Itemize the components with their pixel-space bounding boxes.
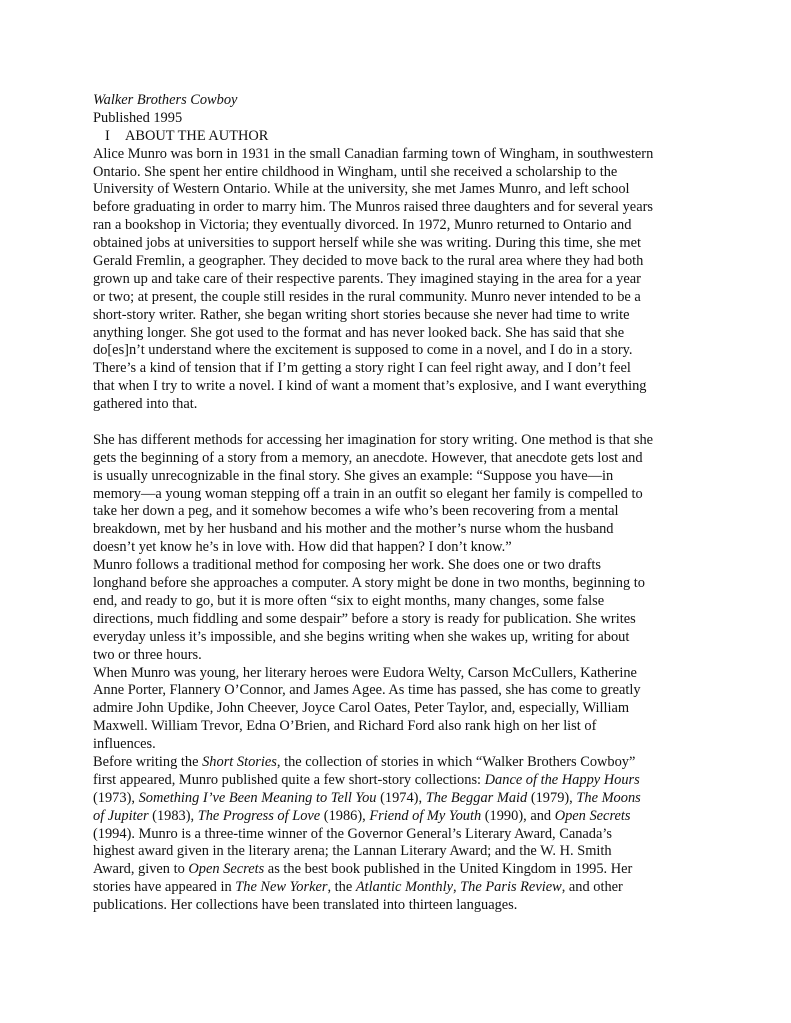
text-run: (1986),: [320, 807, 370, 824]
italic-title: of Jupiter: [93, 807, 149, 824]
text-line: [93, 360, 705, 378]
text-line: [93, 826, 705, 844]
text-run: first appeared, Munro published quite a few short-story collections:: [93, 771, 485, 788]
text-line: [93, 575, 705, 593]
italic-title: Short Stories: [202, 753, 277, 770]
text-run: University of Western Ontario. While at the university, she met James Munro, and left school: [93, 181, 630, 198]
text-line: [93, 665, 705, 683]
italic-title: Open Secrets: [554, 807, 631, 824]
text-run: (1979),: [527, 789, 577, 806]
text-line: [93, 647, 705, 665]
text-run: do[es]n’t understand where the excitement is supposed to come in a novel, and I do in a story.: [93, 342, 633, 359]
text-line: [93, 539, 705, 557]
text-line: [93, 181, 705, 199]
text-run: stories have appeared in: [93, 879, 236, 896]
text-line: [93, 235, 705, 253]
text-line: [93, 736, 705, 754]
text-line: [93, 861, 705, 879]
text-line: [93, 700, 705, 718]
italic-title: Dance of the Happy Hours: [484, 771, 640, 788]
italic-title: The Progress of Love: [197, 807, 321, 824]
text-run: Award, given to: [93, 861, 189, 878]
text-run: Ontario. She spent her entire childhood in Wingham, until she received a scholarship to the: [93, 163, 618, 180]
text-line: [93, 450, 705, 468]
section-number: I: [105, 127, 110, 144]
text-line: [93, 271, 705, 289]
text-line: [93, 432, 705, 450]
text-line: [93, 772, 705, 790]
text-run: (1973),: [93, 789, 139, 806]
italic-title: Something I’ve Been Meaning to Tell You: [138, 789, 377, 806]
text-run: (1990), and: [481, 807, 555, 824]
text-line: [93, 593, 705, 611]
text-line: [93, 790, 705, 808]
text-run: before graduating in order to marry him. The Munros raised three daughters and for several years: [93, 199, 653, 216]
text-run: is usually unrecognizable in the final story. She gives an example: “Suppose you have—in: [93, 467, 614, 484]
text-line: [93, 557, 705, 575]
text-line: [93, 217, 705, 235]
text-line: [93, 897, 705, 915]
text-run: Alice Munro was born in 1931 in the small Canadian farming town of Wingham, in southwestern: [93, 145, 654, 162]
text-run: , and other: [561, 879, 623, 896]
text-run: ran a bookshop in Victoria; they eventually divorced. In 1972, Munro returned to Ontario and: [93, 217, 632, 234]
text-line: [93, 521, 705, 539]
text-run: admire John Updike, John Cheever, Joyce Carol Oates, Peter Taylor, and, especially, William: [93, 700, 630, 717]
text-run: Maxwell. William Trevor, Edna O’Brien, and Richard Ford also rank high on her list of: [93, 718, 597, 735]
text-run: (1994). Munro is a three-time winner of the Governor General’s Literary Award, Canada’s: [93, 825, 612, 842]
italic-title: The Beggar Maid: [425, 789, 528, 806]
text-run: highest award given in the literary arena; the Lannan Literary Award; and the W. H. Smith: [93, 843, 612, 860]
text-line: [93, 307, 705, 325]
italic-title: Friend of My Youth: [369, 807, 482, 824]
text-run: obtained jobs at universities to support herself while she was writing. During this time, she met: [93, 235, 641, 252]
text-run: , the collection of stories in which “Walker Brothers Cowboy”: [276, 753, 636, 770]
text-run: Anne Porter, Flannery O’Connor, and James Agee. As time has passed, she has come to greatly: [93, 682, 641, 699]
text-line: [93, 843, 705, 861]
section-heading: [93, 128, 705, 146]
text-run: two or three hours.: [93, 646, 202, 663]
paragraph-break: [93, 414, 705, 432]
text-line: [93, 199, 705, 217]
text-line: [93, 718, 705, 736]
document-page: [93, 92, 705, 915]
text-run: When Munro was young, her literary heroes were Eudora Welty, Carson McCullers, Katherine: [93, 664, 637, 681]
text-line: [93, 611, 705, 629]
italic-title: The Paris Review: [460, 879, 562, 896]
text-run: or two; at present, the couple still resides in the rural community. Munro never intended to be a: [93, 288, 641, 305]
text-run: everyday unless it’s impossible, and she begins writing when she wakes up, writing for about: [93, 628, 630, 645]
text-run: publications. Her collections have been translated into thirteen languages.: [93, 897, 518, 914]
text-run: longhand before she approaches a computer. A story might be done in two months, beginning to: [93, 575, 645, 592]
text-line: [93, 396, 705, 414]
text-run: Gerald Fremlin, a geographer. They decided to move back to the rural area where they had both: [93, 253, 644, 270]
publication-date: Published 1995: [93, 109, 183, 126]
text-run: doesn’t yet know he’s in love with. How did that happen? I don’t know.”: [93, 539, 512, 556]
text-run: that when I try to write a novel. I kind of want a moment that’s explosive, and I want everything: [93, 378, 647, 395]
text-run: Munro follows a traditional method for composing her work. She does one or two drafts: [93, 557, 601, 574]
text-run: gets the beginning of a story from a memory, an anecdote. However, that anecdote gets lost and: [93, 449, 643, 466]
text-run: directions, much fiddling and some despair” before a story is ready for publication. She writes: [93, 610, 636, 627]
text-line: [93, 629, 705, 647]
text-line: [93, 808, 705, 826]
text-line: [93, 342, 705, 360]
italic-title: The New Yorker: [235, 879, 328, 896]
text-run: (1983),: [148, 807, 198, 824]
text-line: [93, 754, 705, 772]
document-title: Walker Brothers Cowboy: [93, 92, 238, 108]
text-run: end, and ready to go, but it is more often “six to eight months, many changes, some false: [93, 592, 605, 609]
italic-title: Atlantic Monthly: [355, 879, 453, 896]
text-run: take her down a peg, and it somehow becomes a wife who’s been recovering from a mental: [93, 503, 619, 520]
text-line: [93, 503, 705, 521]
italic-title: The Moons: [576, 789, 641, 806]
text-run: influences.: [93, 736, 156, 753]
text-run: breakdown, met by her husband and his mother and the mother’s nurse whom the husband: [93, 521, 614, 538]
text-run: anything longer. She got used to the format and has never looked back. She has said that she: [93, 324, 625, 341]
text-run: Before writing the: [93, 753, 203, 770]
text-run: grown up and take care of their respective parents. They imagined staying in the area for a year: [93, 270, 641, 287]
section-title: ABOUT THE AUTHOR: [125, 127, 269, 144]
text-run: as the best book published in the United Kingdom in 1995. Her: [264, 861, 633, 878]
text-line: [93, 325, 705, 343]
text-run: ,: [452, 879, 461, 896]
text-line: [93, 486, 705, 504]
body-text: [93, 146, 705, 915]
text-line: [93, 468, 705, 486]
text-line: [93, 146, 705, 164]
text-line: [93, 253, 705, 271]
text-line: [93, 682, 705, 700]
text-run: There’s a kind of tension that if I’m getting a story right I can feel right away, and I don’t feel: [93, 360, 631, 377]
text-run: She has different methods for accessing her imagination for story writing. One method is that she: [93, 431, 654, 448]
text-line: [93, 378, 705, 396]
text-line: [93, 164, 705, 182]
text-run: (1974),: [376, 789, 426, 806]
italic-title: Open Secrets: [188, 861, 265, 878]
text-run: short-story writer. Rather, she began writing short stories because she never had time to write: [93, 306, 630, 323]
text-run: memory—a young woman stepping off a train in an outfit so elegant her family is compelled to: [93, 485, 643, 502]
text-run: gathered into that.: [93, 396, 198, 413]
text-line: [93, 289, 705, 307]
text-run: , the: [327, 879, 356, 896]
text-line: [93, 879, 705, 897]
